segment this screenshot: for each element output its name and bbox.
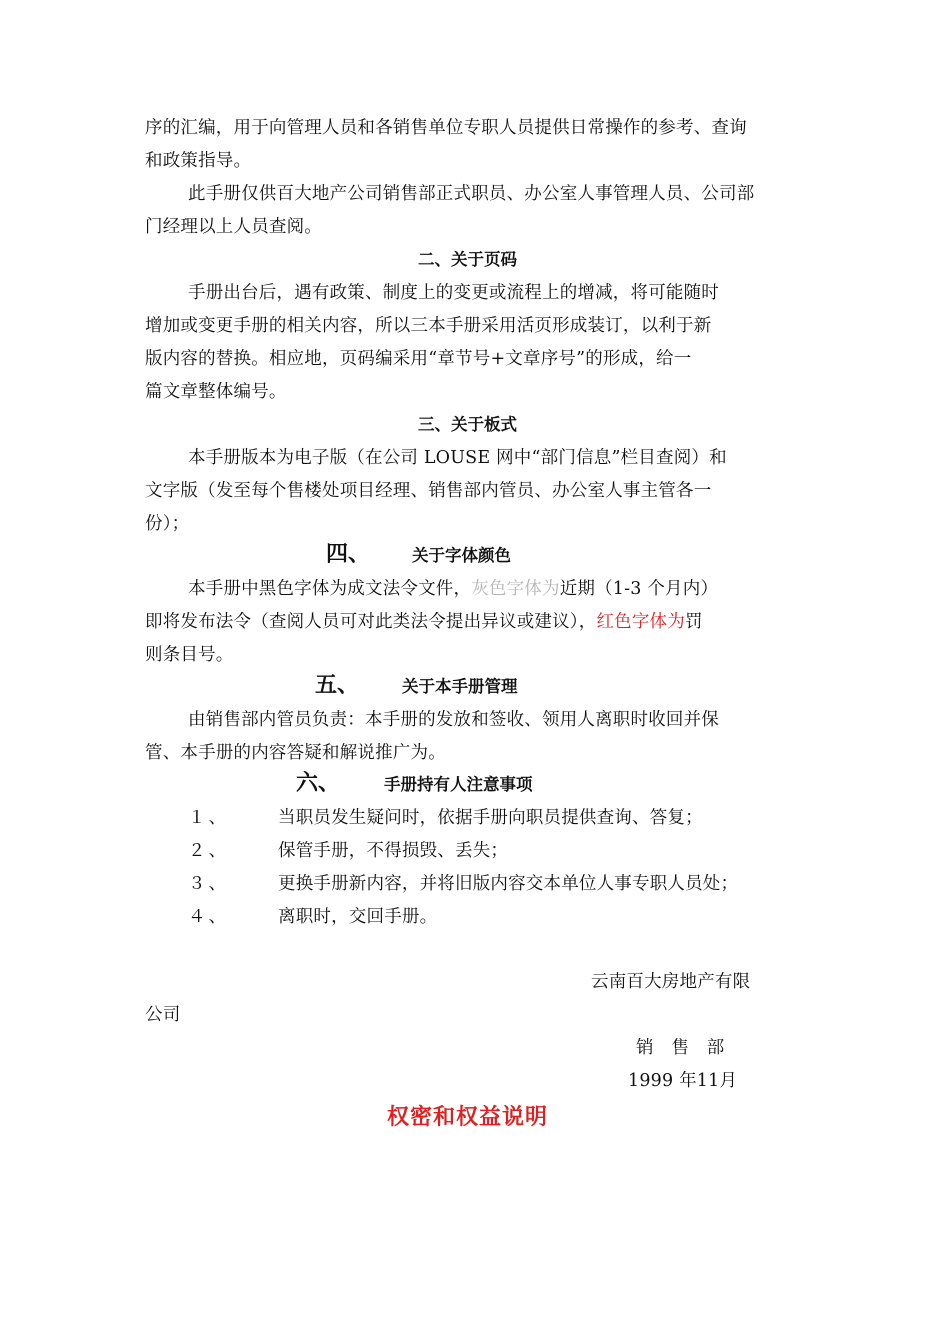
intro-line-1: 序的汇编，用于向管理人员和各销售单位专职人员提供日常操作的参考、查询 bbox=[145, 118, 747, 138]
section-3-line-3: 份）； bbox=[145, 514, 190, 534]
section-5-number: 五、 bbox=[315, 673, 360, 698]
section-4-number: 四、 bbox=[326, 542, 371, 567]
section-3-line-1: 本手册版本为电子版（在公司 LOUSE 网中“部门信息”栏目查阅）和 bbox=[188, 448, 727, 468]
section-2-line-4: 篇文章整体编号。 bbox=[145, 382, 287, 402]
list-item-text: 更换手册新内容，并将旧版内容交本单位人事专职人员处； bbox=[278, 874, 739, 894]
list-item-text: 当职员发生疑问时，依据手册向职员提供查询、答复； bbox=[278, 808, 703, 828]
section-2-heading: 二、关于页码 bbox=[418, 250, 517, 269]
signature-company-line-2: 公司 bbox=[145, 1005, 181, 1025]
section-4-line-3: 则条目号。 bbox=[145, 645, 234, 665]
intro-line-2: 和政策指导。 bbox=[145, 151, 252, 171]
black-text-segment: 即将发布法令（查阅人员可对此类法令提出异议或建议）， bbox=[145, 612, 597, 632]
confidentiality-title: 权密和权益说明 bbox=[387, 1104, 549, 1130]
section-4-line-1 bbox=[188, 577, 718, 601]
signature-date: 1999 年11月 bbox=[628, 1071, 738, 1091]
section-2-line-1: 手册出台后，遇有政策、制度上的变更或流程上的增减，将可能随时 bbox=[188, 283, 719, 303]
list-item-number: １、 bbox=[188, 808, 229, 828]
signature-department: 销 售 部 bbox=[636, 1038, 725, 1058]
intro-line-4: 门经理以上人员查阅。 bbox=[145, 217, 322, 237]
section-5-heading: 关于本手册管理 bbox=[402, 677, 518, 696]
section-6-heading: 手册持有人注意事项 bbox=[384, 775, 533, 794]
signature-company-line-1: 云南百大房地产有限 bbox=[591, 972, 751, 992]
section-6-number: 六、 bbox=[296, 771, 341, 796]
section-5-line-2: 管、本手册的内容答疑和解说推广为。 bbox=[145, 743, 446, 763]
gray-text-segment: 灰色字体为 bbox=[471, 579, 560, 599]
list-item-text: 离职时，交回手册。 bbox=[278, 907, 438, 927]
black-text-segment: 本手册中黑色字体为成文法令文件， bbox=[188, 579, 472, 599]
section-2-line-2: 增加或变更手册的相关内容，所以三本手册采用活页形成装订，以利于新 bbox=[145, 316, 712, 336]
black-text-segment: 罚 bbox=[684, 612, 703, 632]
section-5-line-1: 由销售部内管员负责：本手册的发放和签收、领用人离职时收回并保 bbox=[188, 710, 719, 730]
intro-line-3: 此手册仅供百大地产公司销售部正式职员、办公室人事管理人员、公司部 bbox=[188, 184, 755, 204]
section-3-line-2: 文字版（发至每个售楼处项目经理、销售部内管员、办公室人事主管各一 bbox=[145, 481, 712, 501]
section-3-heading: 三、关于板式 bbox=[418, 415, 517, 434]
list-item-number: ３、 bbox=[188, 874, 229, 894]
list-item-number: ２、 bbox=[188, 841, 229, 861]
red-text-segment: 红色字体为 bbox=[596, 612, 685, 632]
black-text-segment: 近期（1-3 个月内） bbox=[559, 579, 719, 599]
section-4-line-2 bbox=[145, 610, 703, 634]
section-4-heading: 关于字体颜色 bbox=[412, 546, 511, 565]
section-2-line-3: 版内容的替换。相应地，页码编采用“章节号+文章序号”的形成，给一 bbox=[145, 349, 692, 369]
list-item-text: 保管手册，不得损毁、丢失； bbox=[278, 841, 509, 861]
list-item-number: ４、 bbox=[188, 907, 229, 927]
